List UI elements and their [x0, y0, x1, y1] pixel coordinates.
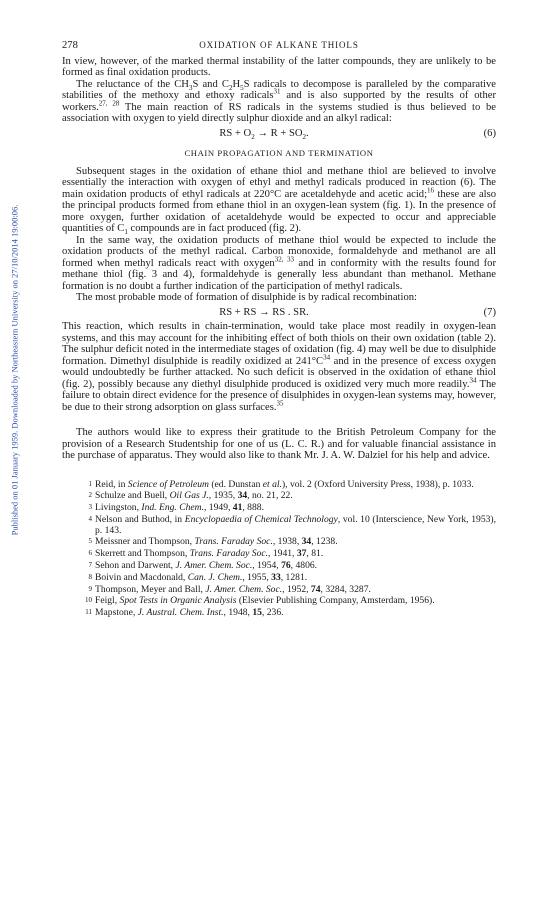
reference-text: Reid, in Science of Petroleum (ed. Dunstan et al.), vol. 2 (Oxford University Press, 1938), p. 1033. [95, 478, 474, 490]
citation: 27, 28 [98, 98, 120, 107]
paragraph-1: In view, however, of the marked thermal instability of the latter compounds, they are unlikely to be formed as final oxidation products. [62, 55, 496, 78]
paragraph-3: Subsequent stages in the oxidation of ethane thiol and methane thiol are believed to involve essentially the interaction with oxygen of ethyl and methyl radicals produced in reaction (6). The main oxidation products of ethyl radicals at 220°C are acetaldehyde and acetic acid;$^{16}$ these are also the principal products formed from ethane thiol in an oxygen-lean system (fig. 1). In the presence of more oxygen, further oxidation of acetaldehyde would be expected to occur and appreciable quantities of $C_1$ compounds are in fact produced (fig. 2). [62, 165, 497, 237]
reference-item [80, 549, 496, 560]
reference-item [80, 537, 496, 548]
reference-item [80, 561, 496, 572]
paragraph-4: In the same way, the oxidation products of methane thiol would be expected to include the oxidation products of the methyl radical. Carbon monoxide, formaldehyde and methanol are all formed when methyl radicals react with oxygen$^{32, 33}$ and in conformity with the results found for methane thiol (fig. 3 and 4), formaldehyde is generally less abundant than methanol. Methane formation is no doubt a further indication of the participation of methyl radicals. [62, 234, 497, 292]
reference-item [80, 608, 496, 619]
reference-number: 11 [85, 608, 92, 617]
reference-text: Mapstone, J. Austral. Chem. Inst., 1948, 15, 236. [95, 607, 284, 619]
reference-text: Thompson, Meyer and Ball, J. Amer. Chem. Soc., 1952, 74, 3284, 3287. [95, 583, 371, 595]
reference-text: Feigl, Spot Tests in Organic Analysis (Elsevier Publishing Company, Amsterdam, 1956). [95, 595, 435, 607]
reference-text: Meissner and Thompson, Trans. Faraday Soc., 1938, 34, 1238. [95, 536, 338, 548]
reference-number: 4 [88, 514, 92, 523]
equation-6: RS + $O_2 \to R + SO_2$. (6) [219, 127, 496, 141]
paragraph-5: The most probable mode of formation of disulphide is by radical recombination: [76, 292, 417, 303]
reference-item [80, 596, 496, 607]
reference-number: 5 [88, 537, 92, 546]
citation: 16 [427, 185, 435, 194]
reference-number: 1 [88, 479, 92, 488]
reference-text: Skerrett and Thompson, Trans. Faraday Soc., 1941, 37, 81. [95, 548, 324, 560]
reference-item [80, 515, 496, 537]
equation-number: (7) [483, 306, 496, 318]
reference-item [80, 491, 496, 502]
reference-number: 10 [85, 596, 92, 605]
reference-item [80, 480, 496, 491]
citation: 31 [273, 87, 281, 96]
equation-number: (6) [483, 127, 496, 139]
citation: 34 [323, 352, 331, 361]
citation: 34 [469, 375, 477, 384]
download-watermark [8, 150, 20, 590]
reference-text: Boivin and Macdonald, Can. J. Chem., 1955, 33, 1281. [95, 571, 308, 583]
reference-item [80, 573, 496, 584]
equation-7: RS + RS → RS . SR. (7) [219, 306, 496, 318]
reference-text: Nelson and Buthod, in Encyclopaedia of Chemical Technology, vol. 10 (Interscience, New York, 1953), p. 143. [95, 513, 497, 536]
paragraph-2: The reluctance of the $CH_3S$ and $C_2H_5S$ radicals to decompose is paralleled by the comparative stabilities of the methoxy and ethoxy radicals$^{31}$ and is also supported by the results of other workers.$^{27, 28}$ The main reaction of RS radicals in the systems studied is thus believed to be association with oxygen to yield directly sulphur dioxide and an alkyl radical: [62, 78, 496, 124]
running-title: OXIDATION OF ALKANE THIOLS [199, 40, 359, 50]
reference-item [80, 585, 496, 596]
reference-number: 8 [88, 572, 92, 581]
paragraph-6: This reaction, which results in chain-termination, would take place most readily in oxygen-lean systems, and this may account for the inhibiting effect of both thiols on their own oxidation (table 2). The sulphur deficit noted in the intermediate stages of oxidation (fig. 4) may well be due to disulphide formation. Dimethyl disulphide is readily oxidized at $241^\circ C^{34}$ and in the presence of excess oxygen would undoubtedly be further attacked. No such deficit is observed in the oxidation of ethane thiol (fig. 2), possibly because any diethyl disulphide produced is oxidized very much more readily.$^{34}$ The failure to obtain direct evidence for the presence of disulphides in oxygen-lean systems may, however, be due to their strong adsorption on glass surfaces.$^{35}$ [62, 321, 496, 413]
citation: 35 [276, 398, 284, 407]
reference-number: 7 [88, 561, 92, 570]
citation: 32, 33 [274, 254, 294, 263]
reference-text: Livingston, Ind. Eng. Chem., 1949, 41, 888. [95, 502, 264, 514]
page-number: 278 [62, 40, 78, 51]
reference-text: Sehon and Darwent, J. Amer. Chem. Soc., 1954, 76, 4806. [95, 560, 318, 572]
reference-number: 2 [88, 491, 92, 500]
reference-text: Schulze and Buell, Oil Gas J., 1935, 34, no. 21, 22. [95, 490, 293, 502]
section-heading: CHAIN PROPAGATION AND TERMINATION [184, 148, 374, 158]
acknowledgements: The authors would like to express their gratitude to the British Petroleum Company for the provision of a Research Studentship for one of us (L. C. R.) and for valuable financial assistance in the purchase of apparatus. They would also like to thank Mr. J. A. W. Dalziel for his help and advice. [62, 427, 496, 461]
reference-number: 9 [88, 584, 92, 593]
reference-item [80, 503, 496, 514]
running-header [62, 40, 496, 52]
reference-list [80, 480, 496, 620]
reference-number: 6 [88, 549, 92, 558]
download-watermark-text: Published on 01 January 1959. Downloaded by Northeastern University on 27/10/2014 19:00:06. [9, 204, 20, 536]
paper-page [62, 40, 496, 620]
reference-number: 3 [88, 503, 92, 512]
